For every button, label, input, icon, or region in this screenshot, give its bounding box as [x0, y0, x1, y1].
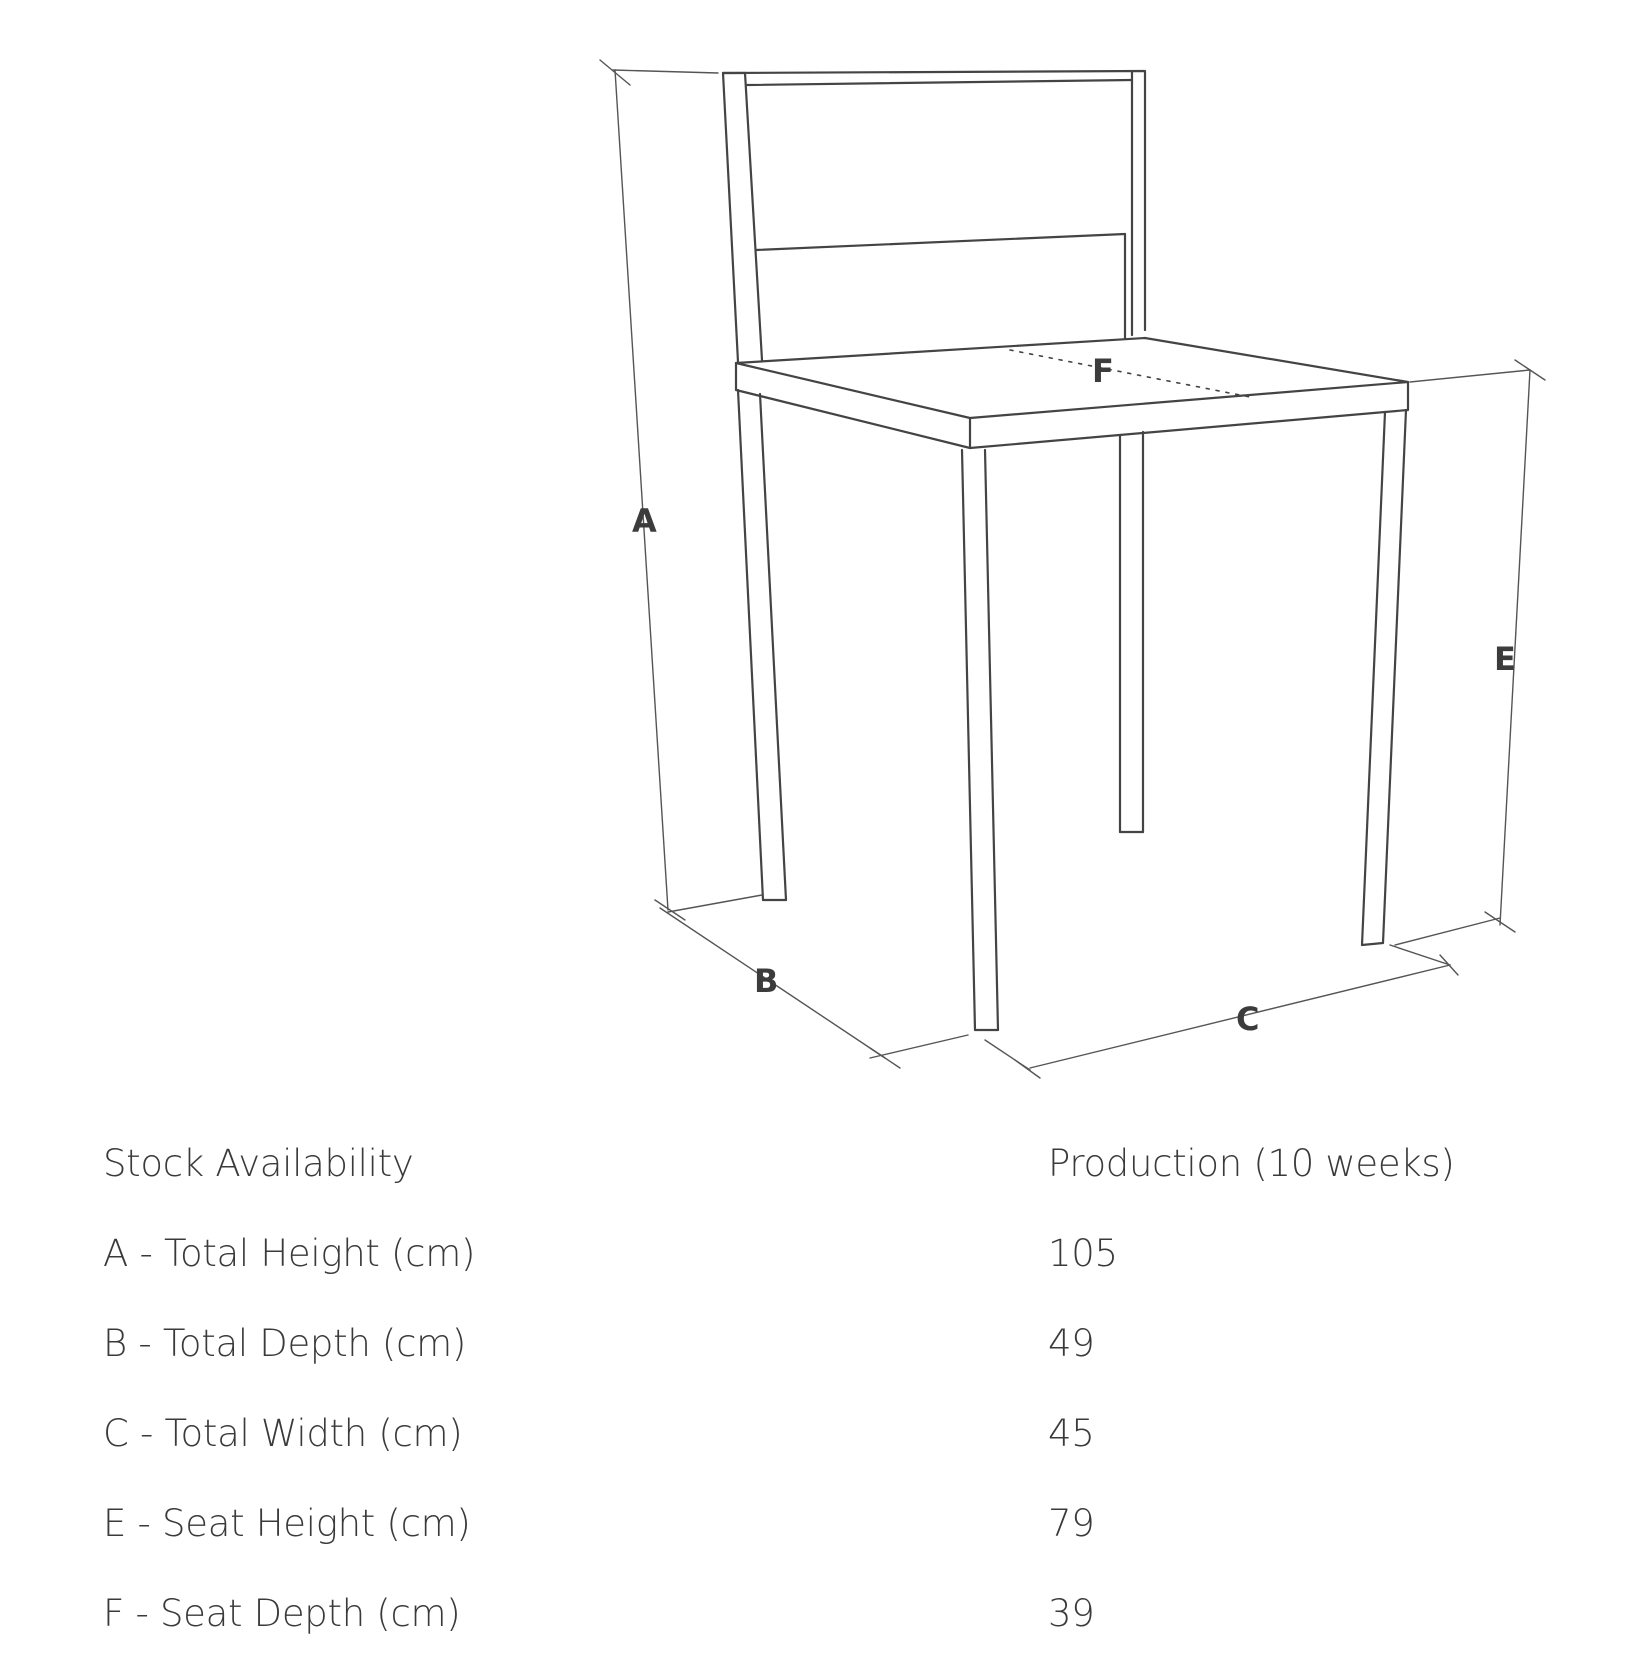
spec-row-stock — [103, 1118, 1563, 1208]
dimension-label-a: A — [632, 502, 657, 540]
spec-label: E - Seat Height (cm) — [103, 1501, 471, 1545]
spec-row-seat-height — [103, 1478, 1563, 1568]
dimension-label-e: E — [1494, 640, 1516, 678]
spec-table — [103, 1118, 1563, 1658]
chair-leg-back-left — [738, 390, 786, 900]
spec-row-total-height — [103, 1208, 1563, 1298]
spec-label: Stock Availability — [103, 1141, 414, 1185]
spec-label: B - Total Depth (cm) — [103, 1321, 466, 1365]
spec-value: 79 — [1048, 1501, 1095, 1545]
chair-seat — [736, 338, 1408, 448]
chair-leg-back-right — [1120, 432, 1143, 832]
chair-drawing — [723, 71, 1408, 1030]
spec-value: 105 — [1048, 1231, 1118, 1275]
spec-value: 39 — [1048, 1591, 1095, 1635]
dimension-label-f: F — [1092, 352, 1114, 390]
spec-label: F - Seat Depth (cm) — [103, 1591, 461, 1635]
spec-label: C - Total Width (cm) — [103, 1411, 463, 1455]
spec-row-seat-depth — [103, 1568, 1563, 1658]
chair-backrest — [723, 71, 1145, 362]
spec-row-total-width — [103, 1388, 1563, 1478]
dimension-label-c: C — [1236, 1000, 1260, 1038]
chair-leg-front-right — [1362, 410, 1406, 945]
dimension-a-line — [615, 70, 668, 910]
dimension-lines — [600, 60, 1545, 1078]
spec-value: 49 — [1048, 1321, 1095, 1365]
spec-value: Production (10 weeks) — [1048, 1141, 1455, 1185]
spec-row-total-depth — [103, 1298, 1563, 1388]
dimension-label-b: B — [754, 962, 779, 1000]
spec-label: A - Total Height (cm) — [103, 1231, 476, 1275]
spec-value: 45 — [1048, 1411, 1095, 1455]
chair-leg-front-left — [962, 450, 998, 1030]
